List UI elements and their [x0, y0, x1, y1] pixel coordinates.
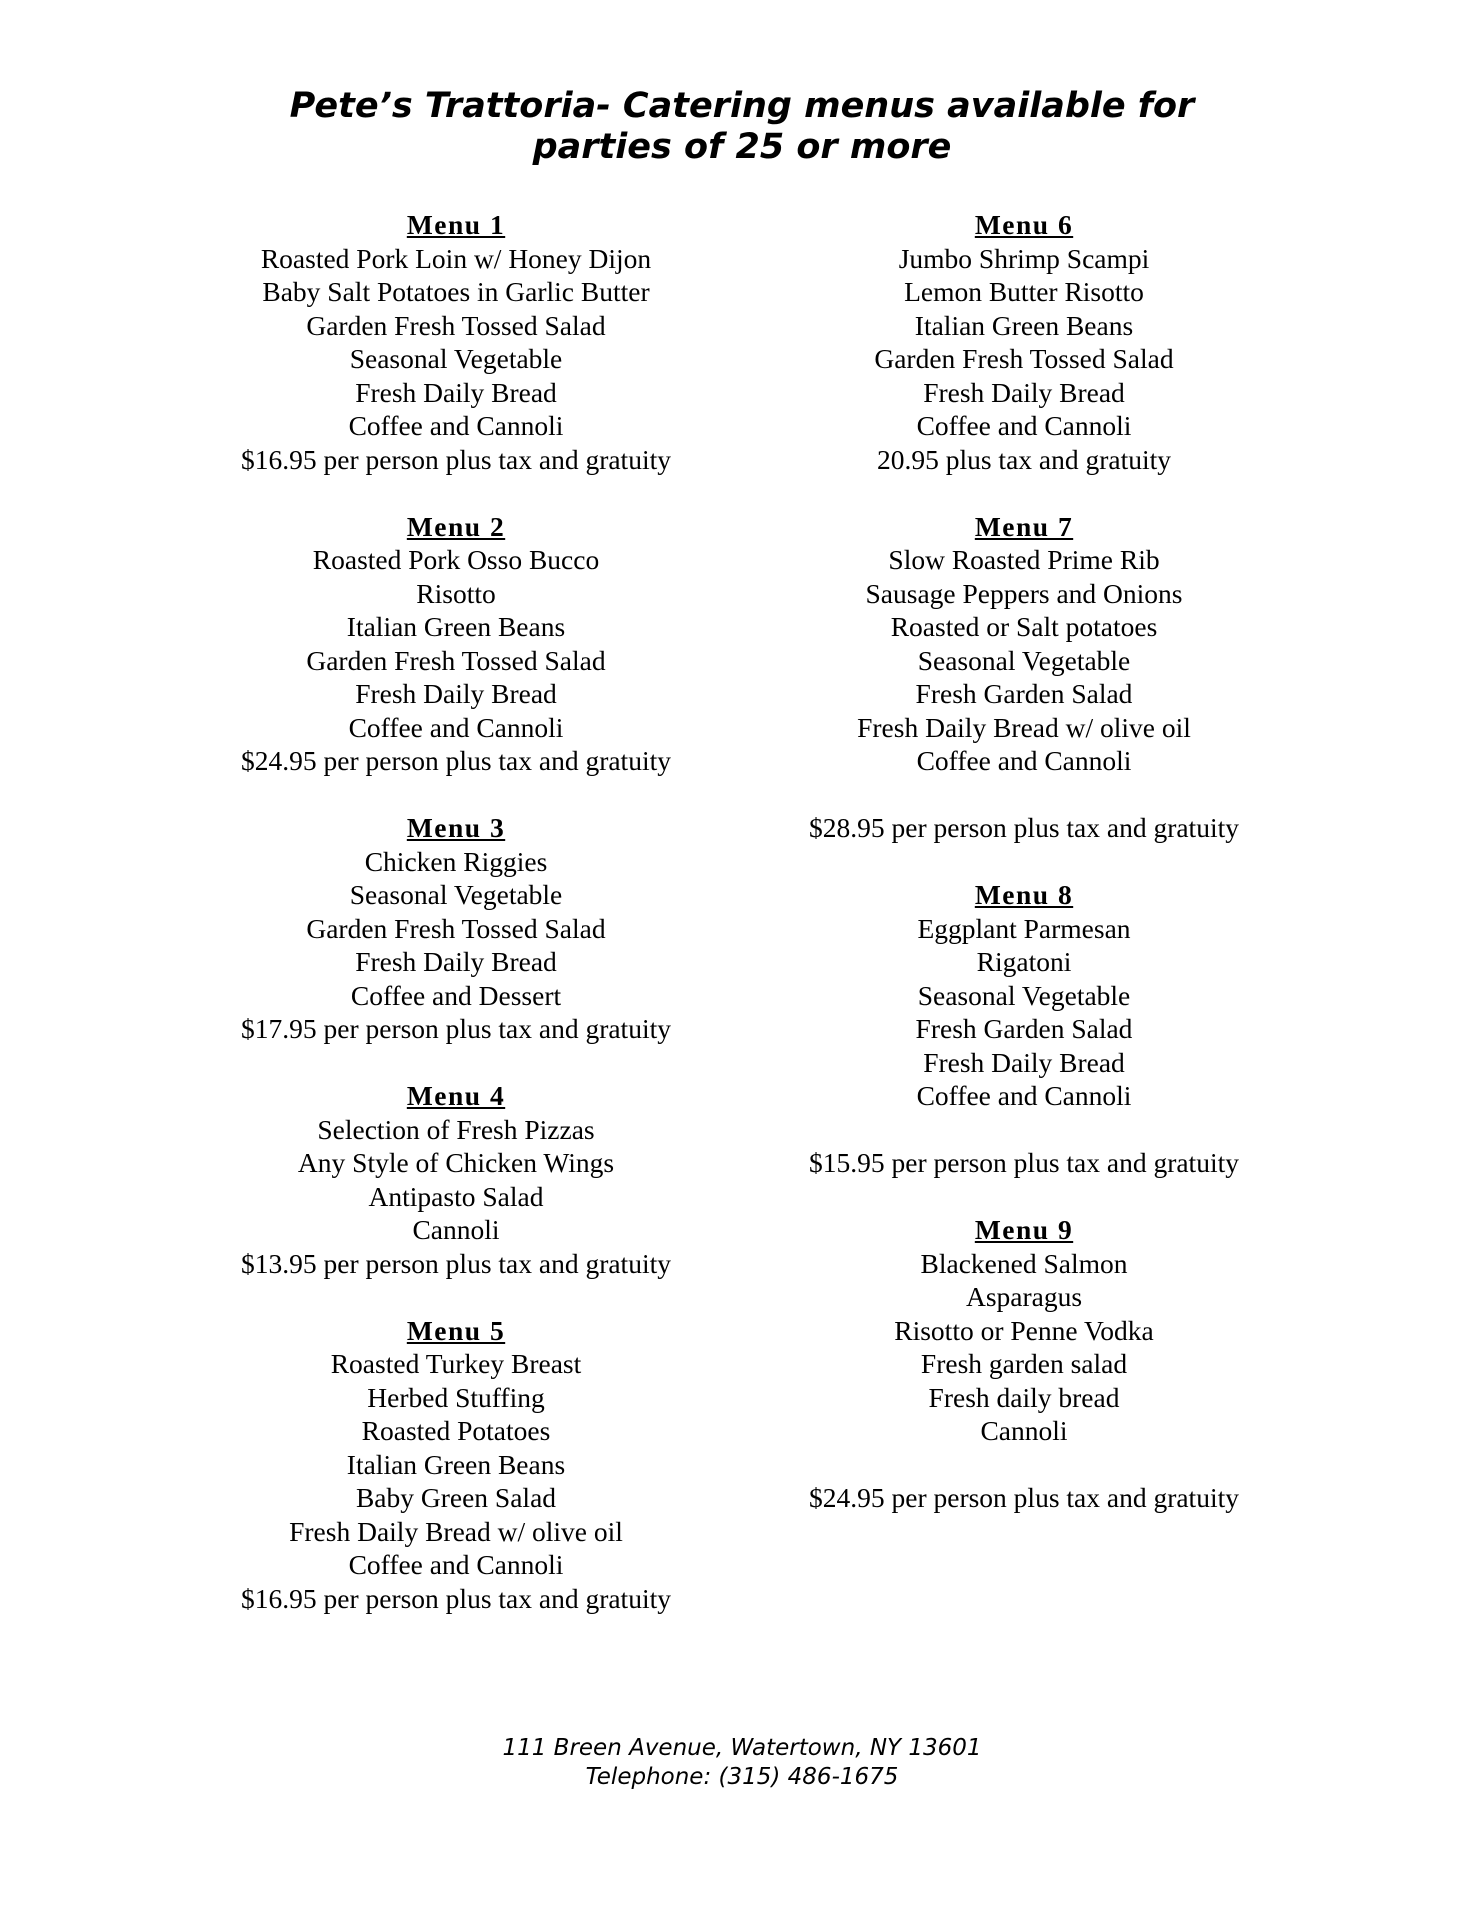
menu-item: Baby Green Salad [355, 1482, 557, 1513]
menu-item: Fresh Daily Bread [355, 678, 557, 709]
menu-1-price: $16.95 per person plus tax and gratuity [241, 443, 671, 475]
menu-item: Italian Green Beans [914, 309, 1134, 341]
menu-item: Antipasto Salad [368, 1180, 544, 1212]
price-spacer [724, 1448, 1324, 1482]
menu-3-section [156, 811, 756, 1046]
menu-item: Coffee and Cannoli [348, 410, 564, 441]
menu-item: Risotto [416, 577, 496, 609]
menu-item: Coffee and Cannoli [348, 711, 564, 743]
menu-item: Garden Fresh Tossed Salad [874, 343, 1174, 374]
menu-1-section [156, 208, 756, 476]
left-menu-column [156, 208, 756, 1649]
menu-item: Risotto or Penne Vodka [894, 1314, 1154, 1346]
menu-item: Selection of Fresh Pizzas [317, 1113, 595, 1145]
telephone-text: Telephone: (315) 486-1675 [585, 1764, 899, 1790]
menu-5-price: $16.95 per person plus tax and gratuity [241, 1582, 671, 1614]
menu-item: Cannoli [412, 1214, 500, 1245]
menu-6-heading: Menu 6 [974, 209, 1074, 240]
menu-4-section [156, 1079, 756, 1280]
title-line-2: parties of 25 or more [532, 127, 952, 167]
menu-8-heading: Menu 8 [974, 879, 1074, 910]
menu-2-section [156, 510, 756, 778]
menu-6-price: 20.95 plus tax and gratuity [876, 443, 1172, 475]
menu-3-price: $17.95 per person plus tax and gratuity [241, 1013, 671, 1044]
menu-9-heading: Menu 9 [974, 1214, 1074, 1245]
menu-item: Roasted or Salt potatoes [890, 611, 1158, 642]
title-line-1: Pete’s Trattoria- Catering menus available for [289, 86, 1195, 126]
menu-7-section [724, 510, 1324, 845]
menu-item: Fresh daily bread [928, 1381, 1120, 1413]
menu-item: Coffee and Cannoli [916, 1080, 1132, 1111]
menu-item: Asparagus [965, 1281, 1083, 1312]
menu-8-section [724, 878, 1324, 1180]
menu-item: Seasonal Vegetable [917, 644, 1131, 676]
menu-item: Fresh Daily Bread [923, 376, 1125, 408]
menu-7-heading: Menu 7 [974, 510, 1074, 542]
menu-5-section [156, 1314, 756, 1616]
menu-item: Garden Fresh Tossed Salad [306, 912, 606, 944]
menu-item: Seasonal Vegetable [349, 343, 563, 374]
menu-item: Rigatoni [976, 946, 1072, 977]
menu-7-price: $28.95 per person plus tax and gratuity [809, 812, 1239, 843]
menu-item: Coffee and Cannoli [916, 745, 1132, 776]
menu-item: Baby Salt Potatoes in Garlic Butter [262, 276, 650, 307]
menu-item: Fresh Garden Salad [915, 678, 1133, 709]
menu-item: Roasted Pork Loin w/ Honey Dijon [260, 242, 652, 274]
menu-3-heading: Menu 3 [406, 812, 506, 843]
menu-4-price: $13.95 per person plus tax and gratuity [241, 1247, 671, 1279]
menu-item: Roasted Potatoes [361, 1415, 551, 1446]
menu-item: Coffee and Dessert [350, 979, 562, 1011]
menu-9-section [724, 1213, 1324, 1515]
menu-item: Fresh Daily Bread [923, 1046, 1125, 1078]
menu-item: Cannoli [980, 1415, 1068, 1446]
menu-item: Herbed Stuffing [367, 1381, 545, 1413]
price-spacer [724, 1113, 1324, 1147]
menu-item: Garden Fresh Tossed Salad [306, 309, 606, 341]
menu-6-section [724, 208, 1324, 476]
menu-item: Fresh Daily Bread [355, 946, 557, 977]
menu-8-price: $15.95 per person plus tax and gratuity [809, 1147, 1239, 1178]
right-menu-column [724, 208, 1324, 1548]
menu-item: Roasted Turkey Breast [330, 1348, 582, 1379]
menu-item: Italian Green Beans [346, 1448, 566, 1480]
menu-5-heading: Menu 5 [406, 1314, 506, 1346]
contact-footer [0, 1734, 1484, 1792]
menu-item: Italian Green Beans [346, 611, 566, 642]
menu-item: Chicken Riggies [364, 845, 548, 877]
menu-item: Roasted Pork Osso Bucco [312, 544, 600, 575]
menu-item: Sausage Peppers and Onions [865, 577, 1183, 609]
address-text: 111 Breen Avenue, Watertown, NY 13601 [502, 1735, 982, 1761]
menu-item: Any Style of Chicken Wings [297, 1147, 615, 1178]
menu-item: Fresh garden salad [920, 1348, 1128, 1379]
menu-2-price: $24.95 per person plus tax and gratuity [241, 745, 671, 776]
menu-item: Coffee and Cannoli [916, 410, 1132, 441]
menu-1-heading: Menu 1 [406, 209, 506, 240]
page-title [0, 86, 1484, 168]
menu-item: Jumbo Shrimp Scampi [898, 242, 1150, 274]
menu-item: Slow Roasted Prime Rib [888, 544, 1160, 575]
menu-item: Fresh Daily Bread [355, 376, 557, 408]
menu-item: Eggplant Parmesan [917, 912, 1131, 944]
menu-item: Fresh Garden Salad [915, 1013, 1133, 1044]
menu-item: Blackened Salmon [920, 1247, 1128, 1279]
menu-4-heading: Menu 4 [406, 1080, 506, 1111]
menu-item: Seasonal Vegetable [917, 979, 1131, 1011]
menu-item: Seasonal Vegetable [349, 879, 563, 910]
menu-item: Coffee and Cannoli [348, 1549, 564, 1580]
menu-item: Garden Fresh Tossed Salad [306, 644, 606, 676]
menu-2-heading: Menu 2 [406, 510, 506, 542]
menu-item: Lemon Butter Risotto [904, 276, 1144, 307]
price-spacer [724, 778, 1324, 812]
menu-item: Fresh Daily Bread w/ olive oil [289, 1515, 623, 1547]
menu-9-price: $24.95 per person plus tax and gratuity [809, 1482, 1239, 1513]
menu-item: Fresh Daily Bread w/ olive oil [857, 711, 1191, 743]
